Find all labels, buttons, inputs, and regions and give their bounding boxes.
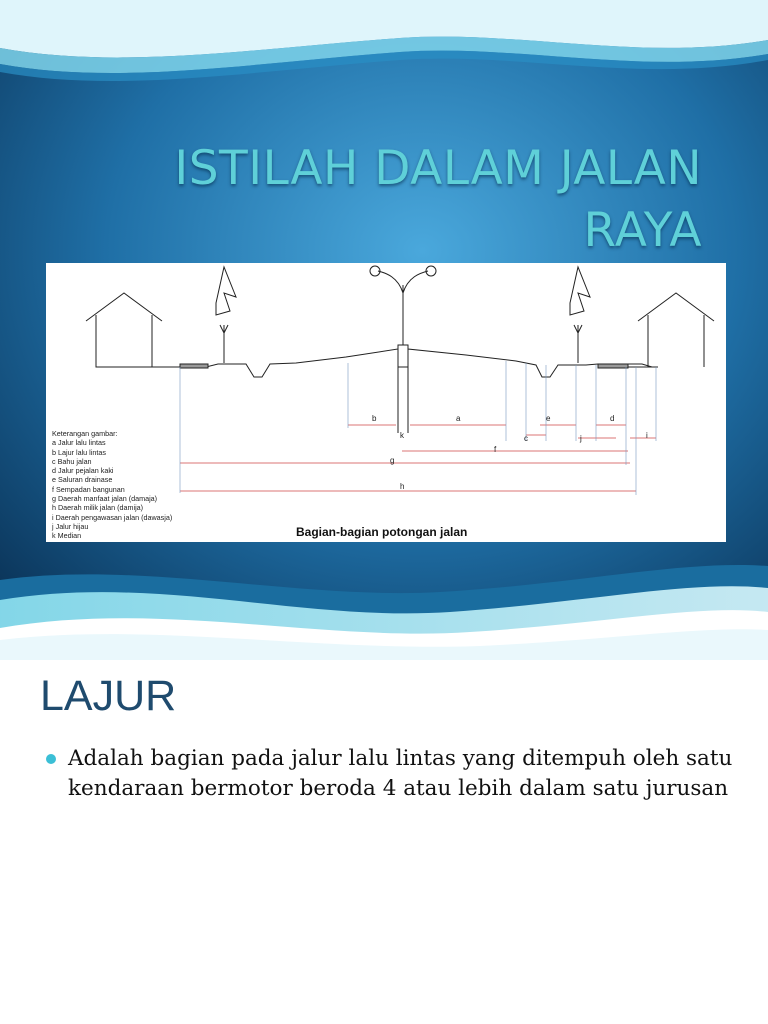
dim-label-e: e	[546, 414, 551, 423]
dim-label-b: b	[372, 414, 377, 423]
bullet-list	[46, 744, 736, 804]
dim-label-h: h	[400, 482, 405, 491]
road-cross-section-figure	[46, 263, 726, 542]
bullet-item	[46, 744, 736, 804]
legend-item: g Daerah manfaat jalan (damaja)	[52, 494, 158, 504]
bullet-dot-icon	[46, 754, 56, 764]
dim-label-g: g	[390, 456, 395, 465]
dimension-lines	[180, 425, 656, 491]
right-sidewalk	[598, 364, 628, 368]
legend-item: k Median	[52, 531, 82, 541]
figure-caption: Bagian-bagian potongan jalan	[296, 525, 468, 539]
legend-item: Keterangan gambar:	[52, 429, 118, 438]
legend-item: c Bahu jalan	[52, 456, 92, 466]
bullet-text: Adalah bagian pada jalur lalu lintas yang ditempuh oleh satu kendaraan bermotor beroda 4 atau lebih dalam satu jurusan	[68, 746, 733, 801]
legend-item: d Jalur pejalan kaki	[52, 466, 114, 476]
left-sidewalk	[180, 364, 208, 368]
legend-item: a Jalur lalu lintas	[52, 438, 106, 448]
section-heading: LAJUR	[40, 672, 177, 720]
slide-title-line1: ISTILAH DALAM JALAN	[174, 141, 702, 196]
legend-item: b Lajur lalu lintas	[52, 447, 106, 457]
slide-title	[82, 138, 702, 262]
legend-item: i Daerah pengawasan jalan (dawasja)	[52, 512, 173, 522]
dim-label-k: k	[400, 431, 404, 440]
dim-label-f: f	[494, 445, 497, 454]
dim-label-i: i	[646, 431, 648, 440]
figure-legend	[52, 429, 172, 541]
legend-item: e Saluran drainase	[52, 475, 113, 485]
dim-label-c: c	[524, 434, 528, 443]
legend-item: h Daerah milik jalan (damija)	[52, 503, 144, 513]
slide-title-line2: RAYA	[583, 203, 702, 258]
dim-label-j: j	[580, 434, 582, 443]
dim-label-a: a	[456, 414, 461, 423]
legend-item: f Sempadan bangunan	[52, 484, 125, 494]
dim-label-d: d	[610, 414, 615, 423]
legend-item: j Jalur hijau	[52, 521, 89, 531]
